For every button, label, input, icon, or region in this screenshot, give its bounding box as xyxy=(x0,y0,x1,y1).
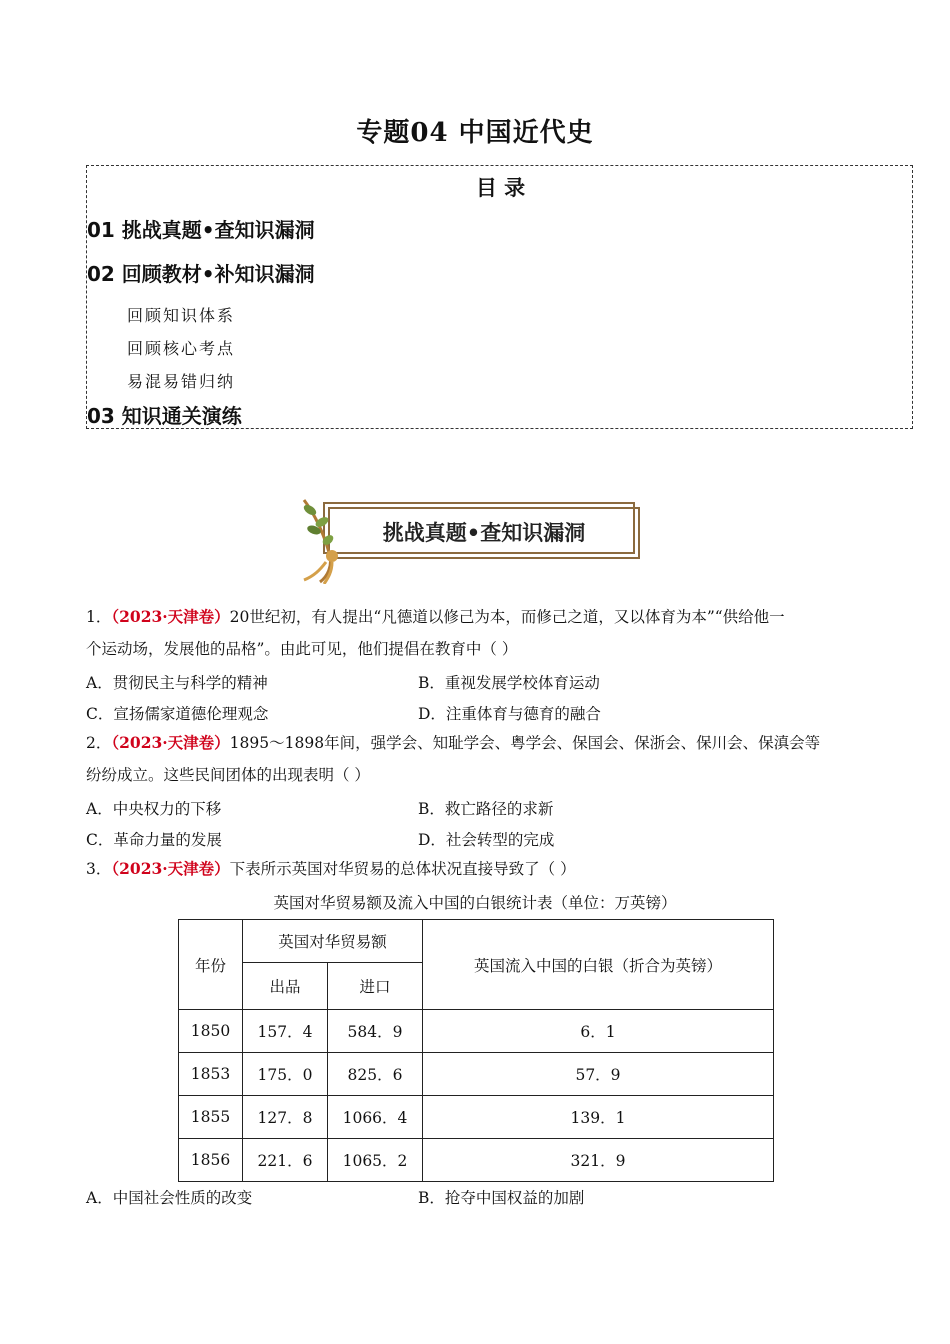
toc-subitem-error-prone[interactable]: 易混易错归纳 xyxy=(127,372,236,391)
cell-export: 221．6 xyxy=(243,1139,328,1182)
toc-item-practice[interactable]: 03 知识通关演练 xyxy=(87,404,242,428)
option-a[interactable]: A．贯彻民主与科学的精神 xyxy=(86,674,268,692)
cell-export: 175．0 xyxy=(243,1053,328,1096)
cell-import: 584．9 xyxy=(328,1010,423,1053)
question-source: （2023·天津卷） xyxy=(111,733,230,752)
question-number: 1． xyxy=(86,608,112,626)
question-number: 2． xyxy=(86,734,112,752)
option-b[interactable]: B．救亡路径的求新 xyxy=(418,800,554,818)
header-export: 出品 xyxy=(243,963,328,1010)
option-c[interactable]: C．宣扬儒家道德伦理观念 xyxy=(86,705,269,723)
table-row xyxy=(179,1139,774,1182)
option-d[interactable]: D．社会转型的完成 xyxy=(418,831,555,849)
banner-title: 挑战真题•查知识漏洞 xyxy=(382,521,586,545)
question-text: 1895～1898年间，强学会、知耻学会、粤学会、保国会、保浙会、保川会、保滇会等 xyxy=(229,734,821,752)
question-text: 下表所示英国对华贸易的总体状况直接导致了（ ） xyxy=(229,860,576,878)
cell-silver: 321．9 xyxy=(423,1139,774,1182)
table-row xyxy=(179,1053,774,1096)
header-year: 年份 xyxy=(179,920,243,1010)
table-row xyxy=(179,1010,774,1053)
cell-year: 1853 xyxy=(179,1053,243,1096)
question-source: （2023·天津卷） xyxy=(111,607,230,626)
option-b[interactable]: B．重视发展学校体育运动 xyxy=(418,674,600,692)
cell-silver: 139．1 xyxy=(423,1096,774,1139)
trade-table xyxy=(178,919,774,1182)
question-number: 3． xyxy=(86,860,112,878)
option-b[interactable]: B．抢夺中国权益的加剧 xyxy=(418,1189,585,1207)
cell-import: 825．6 xyxy=(328,1053,423,1096)
cell-export: 127．8 xyxy=(243,1096,328,1139)
option-d[interactable]: D．注重体育与德育的融合 xyxy=(418,705,601,723)
cell-export: 157．4 xyxy=(243,1010,328,1053)
table-of-contents xyxy=(86,165,913,429)
header-import: 进口 xyxy=(328,963,423,1010)
question-1 xyxy=(86,607,785,627)
toc-subitem-core-points[interactable]: 回顾核心考点 xyxy=(127,339,236,358)
header-silver: 英国流入中国的白银（折合为英镑） xyxy=(423,920,774,1010)
toc-heading: 目 录 xyxy=(475,176,526,200)
question-source: （2023·天津卷） xyxy=(111,859,230,878)
cell-year: 1856 xyxy=(179,1139,243,1182)
toc-item-challenge[interactable]: 01 挑战真题•查知识漏洞 xyxy=(87,218,315,242)
cell-import: 1065．2 xyxy=(328,1139,423,1182)
toc-subitem-knowledge-system[interactable]: 回顾知识体系 xyxy=(127,306,236,325)
question-text-continued: 个运动场，发展他的品格”。由此可见，他们提倡在教育中（ ） xyxy=(86,640,518,658)
question-text: 20世纪初，有人提出“凡德道以修己为本，而修己之道，又以体育为本”“供给他一 xyxy=(229,608,785,626)
cell-year: 1850 xyxy=(179,1010,243,1053)
toc-item-review[interactable]: 02 回顾教材•补知识漏洞 xyxy=(87,262,315,286)
option-a[interactable]: A．中国社会性质的改变 xyxy=(86,1189,253,1207)
page-title: 专题04 中国近代史 xyxy=(356,118,594,148)
header-trade: 英国对华贸易额 xyxy=(243,920,423,963)
section-banner xyxy=(296,496,640,584)
cell-year: 1855 xyxy=(179,1096,243,1139)
cell-silver: 6．1 xyxy=(423,1010,774,1053)
question-2 xyxy=(86,733,820,753)
table-row xyxy=(179,1096,774,1139)
question-text-continued: 纷纷成立。这些民间团体的出现表明（ ） xyxy=(86,766,370,784)
option-c[interactable]: C．革命力量的发展 xyxy=(86,831,222,849)
option-a[interactable]: A．中央权力的下移 xyxy=(86,800,222,818)
cell-import: 1066．4 xyxy=(328,1096,423,1139)
table-caption: 英国对华贸易额及流入中国的白银统计表（单位：万英镑） xyxy=(273,894,677,912)
question-3 xyxy=(86,859,576,879)
cell-silver: 57．9 xyxy=(423,1053,774,1096)
